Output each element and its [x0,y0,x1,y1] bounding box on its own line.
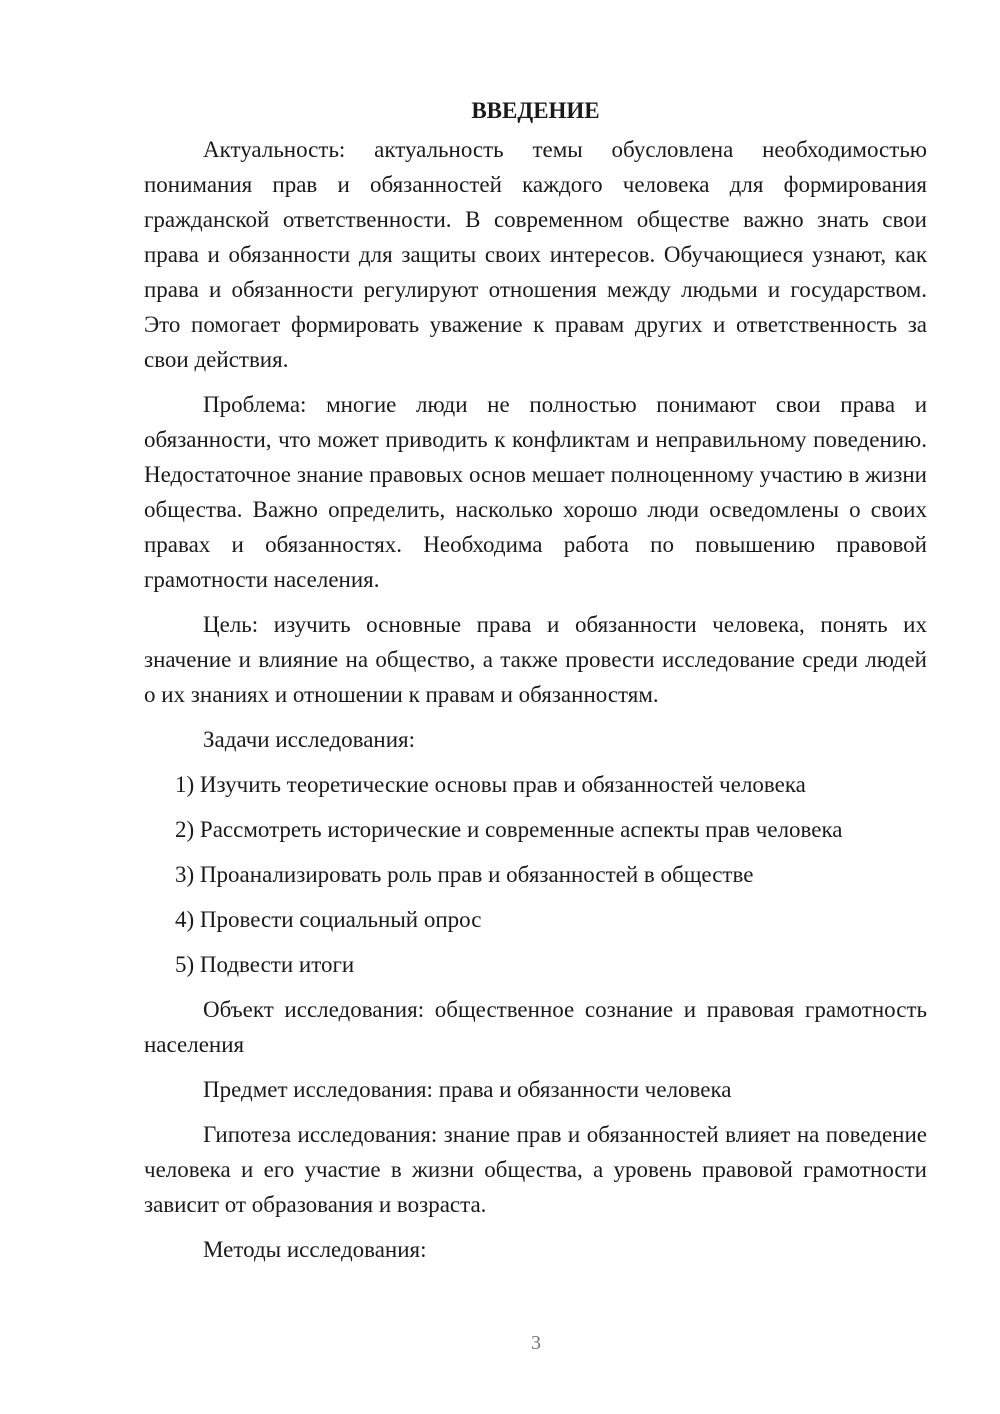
page-number: 3 [531,1332,541,1354]
page-heading: ВВЕДЕНИЕ [471,98,600,123]
paragraph-goal: Цель: изучить основные права и обязанности человека, понять их значение и влияние на общество, а также провести исследование среди людей о их знаниях и отношении к правам и обязанностям. [144,612,927,707]
task-item-3: 3) Проанализировать роль прав и обязанностей в обществе [175,862,754,887]
paragraph-relevance: Актуальность: актуальность темы обусловлена необходимостью понимания прав и обязанностей каждого человека для формирования гражданской ответственности. В современном обществе важно знать свои права и обязанности для защиты своих интересов. Обучающиеся узнают, как права и обязанности регулируют отношения между людьми и государством. Это помогает формировать уважение к правам других и ответственность за свои действия. [144,137,927,372]
task-item-1: 1) Изучить теоретические основы прав и обязанностей человека [175,772,806,797]
task-item-2: 2) Рассмотреть исторические и современные аспекты прав человека [175,817,843,842]
task-item-4: 4) Провести социальный опрос [175,907,482,932]
methods-title: Методы исследования: [203,1237,427,1262]
document-page [144,96,927,1277]
paragraph-subject: Предмет исследования: права и обязанности человека [203,1077,732,1102]
paragraph-problem: Проблема: многие люди не полностью понимают свои права и обязанности, что может приводить к конфликтам и неправильному поведению. Недостаточное знание правовых основ мешает полноценному участию в жизни общества. Важно определить, насколько хорошо люди осведомлены о своих правах и обязанностях. Необходима работа по повышению правовой грамотности населения. [144,392,927,592]
task-item-5: 5) Подвести итоги [175,952,355,977]
tasks-title: Задачи исследования: [203,727,416,752]
paragraph-hypothesis: Гипотеза исследования: знание прав и обязанностей влияет на поведение человека и его участие в жизни общества, а уровень правовой грамотности зависит от образования и возраста. [144,1122,927,1217]
paragraph-object: Объект исследования: общественное сознание и правовая грамотность населения [144,997,927,1057]
